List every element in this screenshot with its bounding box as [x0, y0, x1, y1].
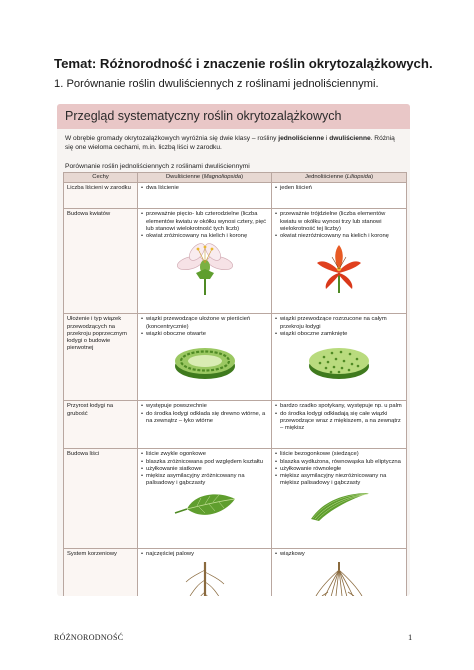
panel-intro: W obrębie gromady okrytozalążkowych wyróżnia się dwie klasy – rośliny jednoliścienne i dwuliścienne. Różnią się one wieloma cechami, m.in. liczbą liści w zarodku. [65, 135, 395, 151]
textbook-panel [57, 104, 410, 596]
header-features: Cechy [64, 173, 138, 183]
document-point: 1. Porównanie roślin dwuliściennych z roślinami jednoliściennymi. [54, 78, 379, 90]
table-header-row [64, 173, 407, 183]
monocot-stem-section-icon [306, 341, 372, 383]
feature-cell: Budowa kwiatów [64, 209, 138, 314]
page-number: 1 [408, 632, 413, 642]
table-row [64, 401, 407, 449]
document-title: Temat: Różnorodność i znaczenie roślin okrytozalążkowych. [54, 56, 433, 71]
panel-heading: Przegląd systematyczny roślin okrytozalążkowych [65, 109, 342, 123]
taproot-icon [180, 562, 230, 596]
feature-cell: Ułożenie i typ wiązek przewodzących na przekroju poprzecznym łodygi o budowie pierwotnej [64, 314, 138, 401]
footer-section-label: RÓŻNORODNOŚĆ [54, 633, 124, 642]
fibrous-root-icon [314, 562, 364, 596]
feature-cell: Budowa liści [64, 449, 138, 549]
panel-heading-bar [57, 104, 410, 129]
table-row [64, 549, 407, 596]
monocot-cell: • liście bezogonkowe (siedzące) • blaszka wydłużona, równowąska lub eliptyczna • użyłkowanie równoległe • miękisz asymilacyjny niezróżnicowany na miękisz palisadowy i gąbczasty [272, 449, 407, 549]
monocot-cell: • przeważnie trójdzielne (liczba elementów kwiatu w okółku wynosi trzy lub stanowi wielokrotność tej liczby) • okwiat niezróżnicowany na kielich i koronę [272, 209, 407, 314]
table-row [64, 183, 407, 209]
feature-cell: System korzeniowy [64, 549, 138, 596]
monocot-lily-icon [314, 243, 364, 293]
header-dicot: Dwuliścienne (Magnoliopsida) [138, 173, 272, 183]
dicot-cell: • występuje powszechnie • do środka łodygi odkłada się drewno wtórne, a na zewnątrz – łyko wtórne [138, 401, 272, 449]
dicot-cell: • najczęściej palowy [138, 549, 272, 596]
feature-cell: Liczba liścieni w zarodku [64, 183, 138, 209]
monocot-cell: • jeden liścień [272, 183, 407, 209]
table-row [64, 209, 407, 314]
dicot-cell: • dwa liścienie [138, 183, 272, 209]
feature-cell: Przyrost łodygi na grubość [64, 401, 138, 449]
monocot-cell: • wiązkowy [272, 549, 407, 596]
dicot-cell: • wiązki przewodzące ułożone w pierścień (koncentrycznie) • wiązki oboczne otwarte [138, 314, 272, 401]
dicot-stem-section-icon [172, 341, 238, 383]
header-monocot: Jednoliścienne (Liliopsida) [272, 173, 407, 183]
monocot-cell: • wiązki przewodzące rozrzucone na całym przekroju łodygi • wiązki oboczne zamknięte [272, 314, 407, 401]
dicot-leaf-icon [173, 491, 237, 521]
dicot-cell: • przeważnie pięcio- lub czterodzielne (liczba elementów kwiatu w okółku wynosi cztery, pięć lub stanowi wielokrotność tych liczb) • okwiat zróżnicowany na kielich i koronę [138, 209, 272, 314]
comparison-table [63, 172, 407, 596]
monocot-leaf-icon [307, 491, 371, 521]
table-subheading: Porównanie roślin jednoliściennych z roślinami dwuliściennymi [65, 163, 250, 170]
dicot-cell: • liście zwykle ogonkowe • blaszka zróżnicowana pod względem kształtu • użyłkowanie siatkowe • miękisz asymilacyjny zróżnicowany na palisadowy i gąbczasty [138, 449, 272, 549]
table-row [64, 314, 407, 401]
table-row [64, 449, 407, 549]
monocot-cell: • bardzo rzadko spotykany, występuje np. u palm • do środka łodygi odkładają się całe wiązki przewodzące wraz z miękiszem, a na zewnątrz – miękisz [272, 401, 407, 449]
dicot-flower-icon [176, 243, 234, 295]
